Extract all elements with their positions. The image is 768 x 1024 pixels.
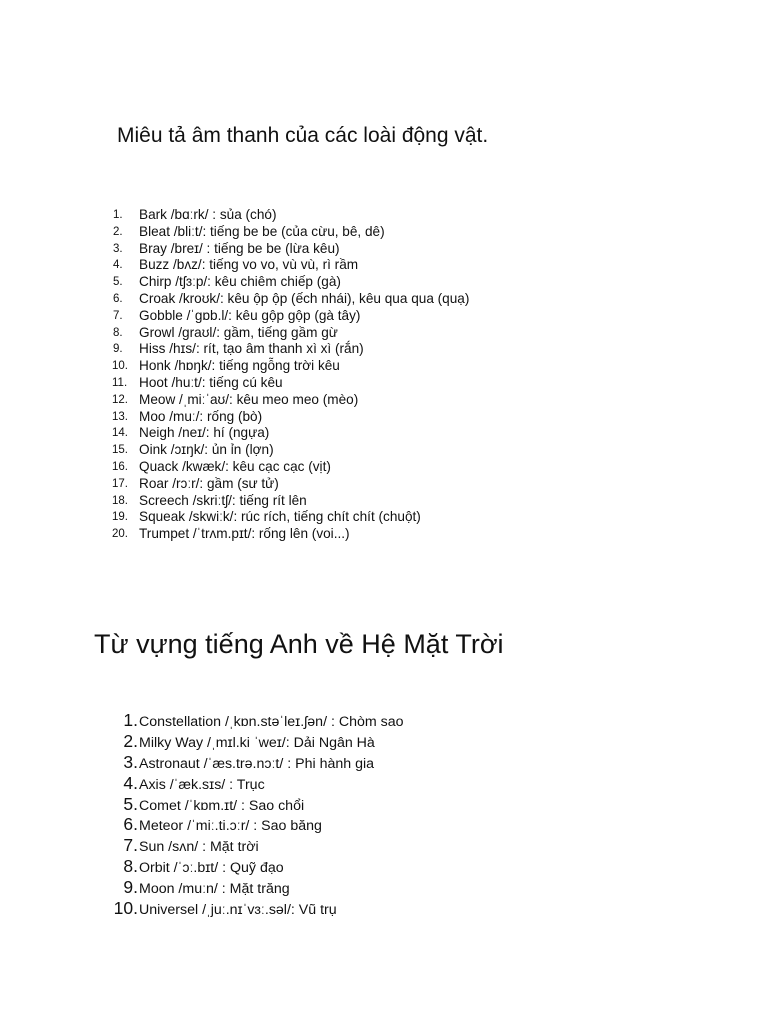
item-number: 4.: [123, 772, 138, 793]
item-text: Astronaut /ˈæs.trə.nɔːt/ : Phi hành gia: [139, 755, 375, 772]
animal-sounds-list: [103, 207, 469, 543]
list-item: [113, 773, 404, 794]
item-number: 1.: [123, 710, 138, 730]
list-item: [113, 794, 404, 815]
item-number: 9.: [113, 343, 123, 356]
item-number: 4.: [113, 259, 123, 272]
item-text: Buzz /bʌz/: tiếng vo vo, vù vù, rì rầm: [139, 257, 359, 273]
list-item: [103, 291, 469, 308]
list-item: [103, 241, 469, 258]
item-number: 12.: [112, 393, 128, 406]
item-number: 2.: [113, 225, 123, 238]
item-text: Squeak /skwiːk/: rúc rích, tiếng chít chít (chuột): [139, 509, 421, 525]
list-item: [103, 224, 469, 241]
list-item: [103, 375, 469, 392]
item-number: 8.: [113, 326, 123, 339]
item-text: Honk /hɒŋk/: tiếng ngỗng trời kêu: [139, 358, 340, 374]
item-text: Gobble /ˈɡɒb.l/: kêu gộp gộp (gà tây): [139, 307, 361, 323]
item-text: Moo /muː/: rống (bò): [139, 408, 263, 424]
item-number: 3.: [113, 242, 123, 255]
list-item: [103, 325, 469, 342]
item-text: Universel /ˌjuː.nɪˈvɜː.səl/: Vũ trụ: [139, 902, 337, 919]
item-text: Axis /ˈæk.sɪs/ : Trục: [139, 776, 265, 793]
list-item: [113, 710, 404, 731]
item-text: Bark /bɑːrk/ : sủa (chó): [139, 207, 277, 222]
item-number: 9.: [123, 877, 138, 898]
list-item: [103, 509, 469, 526]
list-item: [103, 341, 469, 358]
item-text: Bleat /bliːt/: tiếng be be (của cừu, bê, dê): [139, 223, 385, 239]
item-number: 2.: [123, 730, 138, 751]
item-number: 13.: [112, 410, 128, 423]
list-item: [113, 835, 404, 856]
item-number: 15.: [112, 444, 128, 457]
list-item: [103, 308, 469, 325]
item-text: Sun /sʌn/ : Mặt trời: [139, 839, 259, 856]
item-number: 1.: [113, 209, 123, 221]
item-text: Quack /kwæk/: kêu cạc cạc (vịt): [139, 458, 331, 474]
section-1-title: Miêu tả âm thanh của các loài động vật.: [117, 124, 489, 147]
list-item: [113, 814, 404, 835]
item-text: Trumpet /ˈtrʌm.pɪt/: rống lên (voi...): [139, 526, 350, 542]
item-text: Croak /kroʊk/: kêu ộp ộp (ếch nhái), kêu qua qua (quạ): [139, 290, 470, 306]
item-text: Neigh /neɪ/: hí (ngựa): [139, 425, 270, 441]
list-item: [113, 898, 404, 919]
list-item: [103, 425, 469, 442]
item-number: 16.: [112, 460, 128, 473]
item-number: 3.: [123, 751, 138, 772]
list-item: [113, 752, 404, 773]
item-text: Screech /skriːtʃ/: tiếng rít lên: [139, 492, 307, 508]
list-item: [103, 358, 469, 375]
item-text: Bray /breɪ/ : tiếng be be (lừa kêu): [139, 240, 340, 256]
solar-system-vocab-list: [113, 710, 404, 919]
item-number: 6.: [113, 292, 123, 305]
list-item: [103, 459, 469, 476]
item-number: 5.: [123, 793, 138, 814]
item-number: 20.: [112, 528, 128, 541]
item-number: 5.: [113, 276, 123, 289]
item-number: 18.: [112, 494, 128, 507]
list-item: [103, 526, 469, 543]
item-number: 10.: [112, 360, 128, 373]
list-item: [103, 257, 469, 274]
list-item: [103, 274, 469, 291]
list-item: [103, 207, 469, 224]
item-text: Milky Way /ˌmɪl.ki ˈweɪ/: Dải Ngân Hà: [139, 734, 375, 751]
item-text: Hoot /huːt/: tiếng cú kêu: [139, 374, 283, 390]
item-number: 10.: [113, 898, 138, 919]
list-item: [103, 493, 469, 510]
item-text: Comet /ˈkɒm.ɪt/ : Sao chổi: [139, 797, 305, 814]
item-text: Hiss /hɪs/: rít, tạo âm thanh xì xì (rắn): [139, 341, 364, 357]
list-item: [113, 877, 404, 898]
list-item: [103, 409, 469, 426]
item-number: 8.: [123, 856, 138, 877]
item-number: 7.: [113, 309, 123, 322]
item-text: Meow /ˌmiːˈaʊ/: kêu meo meo (mèo): [139, 391, 359, 407]
list-item: [103, 476, 469, 493]
item-text: Oink /ɔɪŋk/: ủn ỉn (lợn): [139, 442, 274, 458]
item-text: Constellation /ˌkɒn.stəˈleɪ.ʃən/ : Chòm sao: [139, 714, 404, 730]
list-item: [113, 731, 404, 752]
item-number: 19.: [112, 511, 128, 524]
item-number: 17.: [112, 477, 128, 490]
item-number: 11.: [112, 376, 128, 389]
item-text: Moon /muːn/ : Mặt trăng: [139, 881, 290, 898]
section-2-title: Từ vựng tiếng Anh về Hệ Mặt Trời: [94, 629, 504, 659]
item-number: 6.: [123, 814, 138, 835]
list-item: [103, 392, 469, 409]
item-text: Orbit /ˈɔː.bɪt/ : Quỹ đạo: [139, 860, 284, 877]
list-item: [103, 442, 469, 459]
item-text: Meteor /ˈmiː.ti.ɔːr/ : Sao băng: [139, 818, 322, 835]
item-text: Roar /rɔːr/: gầm (sư tử): [139, 475, 279, 491]
item-number: 7.: [123, 835, 138, 856]
item-text: Chirp /tʃɜːp/: kêu chiêm chiếp (gà): [139, 274, 341, 290]
item-text: Growl /ɡraʊl/: gầm, tiếng gầm gừ: [139, 324, 338, 340]
list-item: [113, 856, 404, 877]
item-number: 14.: [112, 427, 128, 440]
